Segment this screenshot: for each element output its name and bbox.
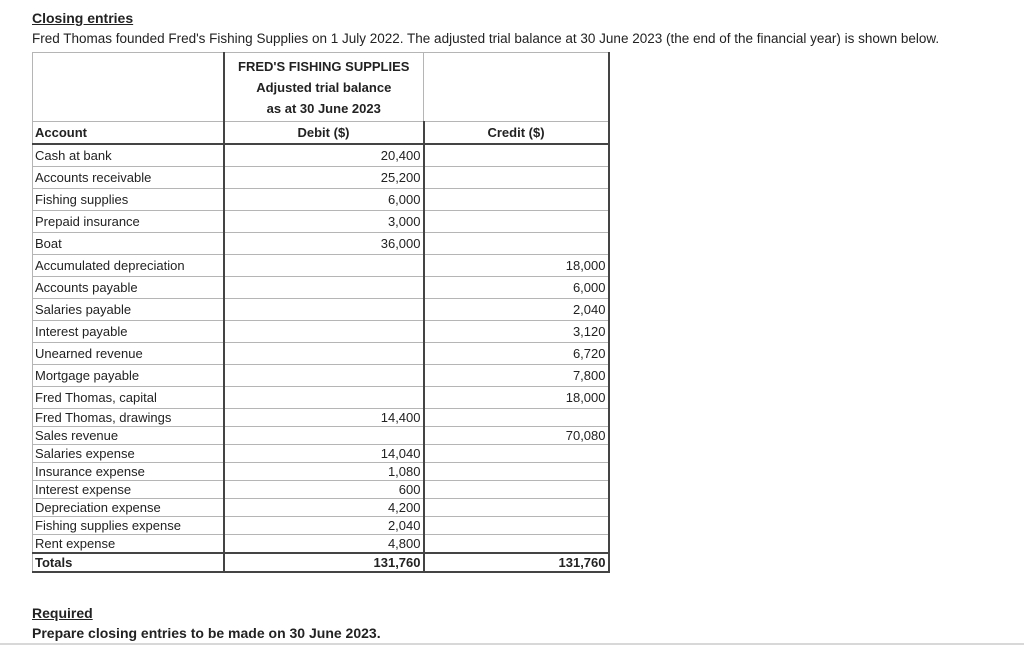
report-date: as at 30 June 2023 [266, 100, 381, 116]
credit-cell [424, 189, 609, 211]
credit-cell: 18,000 [424, 387, 609, 409]
table-row [33, 499, 609, 517]
debit-cell: 600 [224, 481, 424, 499]
table-title-row [33, 53, 609, 122]
required-text: Prepare closing entries to be made on 30 June 2023. [32, 625, 381, 641]
credit-cell: 2,040 [424, 299, 609, 321]
credit-cell [424, 445, 609, 463]
account-cell: Depreciation expense [33, 499, 224, 517]
account-cell: Unearned revenue [33, 343, 224, 365]
table-row [33, 167, 609, 189]
table-row [33, 463, 609, 481]
divider [0, 643, 1024, 645]
debit-cell [224, 365, 424, 387]
credit-cell [424, 211, 609, 233]
table-row [33, 211, 609, 233]
col-header-debit: Debit ($) [224, 122, 424, 145]
debit-cell [224, 255, 424, 277]
col-header-account: Account [33, 122, 224, 145]
table-row [33, 409, 609, 427]
account-cell: Accumulated depreciation [33, 255, 224, 277]
account-cell: Interest payable [33, 321, 224, 343]
debit-cell: 14,400 [224, 409, 424, 427]
table-row [33, 481, 609, 499]
account-cell: Salaries payable [33, 299, 224, 321]
col-header-credit: Credit ($) [424, 122, 609, 145]
credit-cell [424, 233, 609, 255]
debit-cell: 3,000 [224, 211, 424, 233]
table-row [33, 255, 609, 277]
title-blank-cell-right [424, 53, 609, 122]
account-cell: Fishing supplies [33, 189, 224, 211]
account-cell: Insurance expense [33, 463, 224, 481]
totals-label: Totals [33, 553, 224, 572]
debit-cell [224, 387, 424, 409]
credit-cell: 6,720 [424, 343, 609, 365]
account-cell: Accounts receivable [33, 167, 224, 189]
debit-cell: 4,200 [224, 499, 424, 517]
credit-total: 131,760 [424, 553, 609, 572]
account-cell: Cash at bank [33, 144, 224, 167]
debit-cell [224, 277, 424, 299]
account-cell: Sales revenue [33, 427, 224, 445]
section-heading: Closing entries [32, 10, 134, 26]
credit-cell [424, 167, 609, 189]
account-cell: Accounts payable [33, 277, 224, 299]
title-blank-cell [33, 53, 224, 122]
credit-cell: 3,120 [424, 321, 609, 343]
table-row [33, 233, 609, 255]
table-row [33, 321, 609, 343]
credit-cell [424, 409, 609, 427]
debit-cell [224, 427, 424, 445]
credit-cell [424, 499, 609, 517]
debit-cell [224, 299, 424, 321]
table-row [33, 277, 609, 299]
table-title [224, 53, 424, 122]
credit-cell [424, 144, 609, 167]
account-cell: Boat [33, 233, 224, 255]
credit-cell: 18,000 [424, 255, 609, 277]
debit-cell: 1,080 [224, 463, 424, 481]
table-row [33, 445, 609, 463]
intro-paragraph: Fred Thomas founded Fred's Fishing Supplies on 1 July 2022. The adjusted trial balance at 30 June 2023 (the end of the financial year) is shown below. [32, 31, 940, 46]
header-row [33, 122, 609, 145]
trial-balance-table [32, 52, 610, 573]
debit-cell: 6,000 [224, 189, 424, 211]
debit-cell: 14,040 [224, 445, 424, 463]
account-cell: Prepaid insurance [33, 211, 224, 233]
credit-cell [424, 517, 609, 535]
table-row [33, 387, 609, 409]
table-row [33, 517, 609, 535]
debit-cell: 4,800 [224, 535, 424, 554]
credit-cell [424, 481, 609, 499]
debit-cell: 36,000 [224, 233, 424, 255]
debit-cell: 25,200 [224, 167, 424, 189]
report-name: Adjusted trial balance [256, 79, 392, 95]
account-cell: Rent expense [33, 535, 224, 554]
debit-total: 131,760 [224, 553, 424, 572]
debit-cell [224, 343, 424, 365]
table-row [33, 365, 609, 387]
table-row [33, 144, 609, 167]
totals-row [33, 553, 609, 572]
account-cell: Fred Thomas, capital [33, 387, 224, 409]
required-heading: Required [32, 605, 93, 621]
account-cell: Salaries expense [33, 445, 224, 463]
account-cell: Mortgage payable [33, 365, 224, 387]
company-name: FRED'S FISHING SUPPLIES [238, 58, 410, 74]
debit-cell: 20,400 [224, 144, 424, 167]
table-row [33, 299, 609, 321]
credit-cell: 6,000 [424, 277, 609, 299]
credit-cell: 7,800 [424, 365, 609, 387]
table-row [33, 343, 609, 365]
table-row [33, 535, 609, 554]
table-row [33, 427, 609, 445]
account-cell: Interest expense [33, 481, 224, 499]
credit-cell [424, 463, 609, 481]
debit-cell [224, 321, 424, 343]
credit-cell: 70,080 [424, 427, 609, 445]
account-cell: Fred Thomas, drawings [33, 409, 224, 427]
debit-cell: 2,040 [224, 517, 424, 535]
credit-cell [424, 535, 609, 554]
table-row [33, 189, 609, 211]
account-cell: Fishing supplies expense [33, 517, 224, 535]
